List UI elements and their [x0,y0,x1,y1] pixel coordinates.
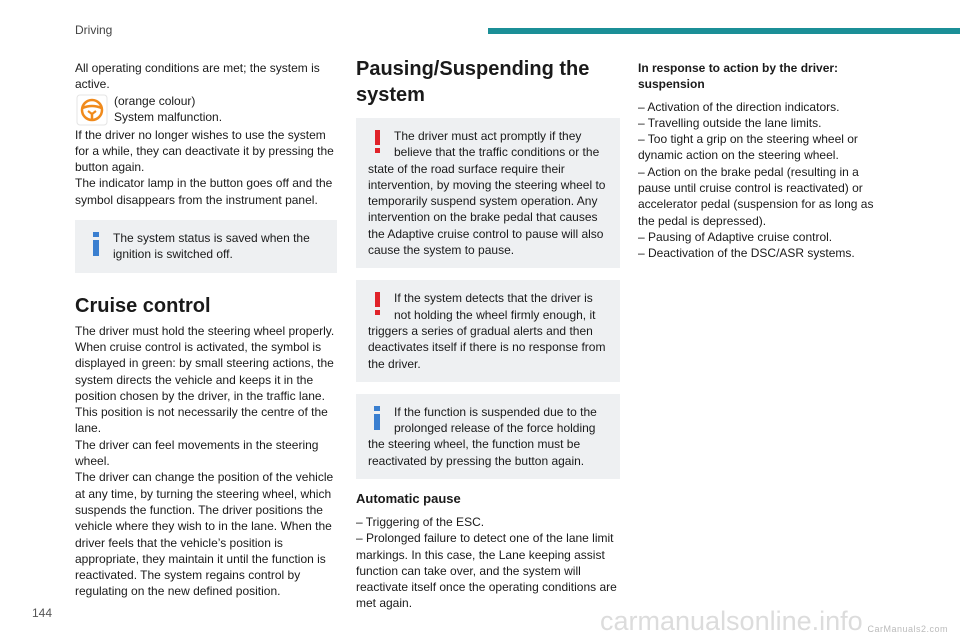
list-item: – Travelling outside the lane limits. [638,115,822,130]
subsection-title-driver-suspension: In response to action by the driver: suspension [638,61,839,92]
cruise-control-body: The driver must hold the steering wheel properly. When cruise control is activated, the symbol is displayed in green: by small steering actions, the system directs the vehicle and keeps it in the position chosen by the driver, in the traffic lane. This position is not necessarily the centre of the lane. The driver can feel movements in the steering wheel. The driver can change the position of the vehicle at any time, by turning the steering wheel, which suspends the function. The driver positions the vehicle where they wish to in the lane. When the driver feels that the vehicle’s position is appropriate, they maintain it until the function is reactivated. The system regains control by regulating on the new defined position. [75,323,335,599]
info-note-2 [356,394,620,479]
indicator-meaning: System malfunction. [114,109,223,124]
list-item: – Too tight a grip on the steering wheel or dynamic action on the steering wheel. [638,132,858,163]
info-note-2-text: If the function is suspended due to the prolonged release of the force holding the steering wheel, the function must be reactivated by pressing the button again. [368,404,597,468]
list-item: – Pausing of Adaptive cruise control. [638,229,833,244]
column-left [75,60,337,600]
intro-text: All operating conditions are met; the system is active. [75,61,320,92]
list-item: – Action on the brake pedal (resulting in a pause until cruise control is reactivated) or accelerator pedal (suspension for as long as the pedal is depressed). [638,164,874,228]
warning-note-2-text: If the system detects that the driver is not holding the wheel firmly enough, it triggers a series of gradual alerts and then deactivates itself if there is no response from the driver. [368,291,606,371]
indicator-colour-label: (orange colour) [114,93,196,108]
list-item: – Prolonged failure to detect one of the lane limit markings. In this case, the Lane keeping assist function can take over, and the system will reactivate itself once the operating conditions are met again. [356,531,617,611]
info-note-text: The system status is saved when the ignition is switched off. [113,231,310,262]
watermark-small: CarManuals2.com [867,624,948,634]
driver-suspension-list [638,99,888,262]
running-header: Driving [75,23,113,37]
indicator-row [75,93,337,127]
warning-icon [368,130,388,154]
warning-icon [368,292,388,316]
warning-note-1-text: The driver must act promptly if they believe that the traffic conditions or the state of the road surface require their intervention, by moving the steering wheel to temporarily suspend system operation. Any intervention on the brake pedal that causes the Adaptive cruise control to pause will also cause the system to pause. [368,129,606,258]
warning-note-2 [356,280,620,381]
subsection-title-automatic-pause: Automatic pause [356,491,461,507]
column-middle [356,56,620,612]
steering-wheel-warning-icon [75,93,109,127]
watermark [867,608,948,639]
info-icon [368,406,388,430]
section-title-cruise-control: Cruise control [75,294,211,317]
automatic-pause-list [356,514,620,612]
section-title-pausing: Pausing/Suspending the system [356,58,590,106]
deactivation-text: If the driver no longer wishes to use the system for a while, they can deactivate it by pressing the button again. The indicator lamp in the button goes off and the symbol disappears from the instrument panel. [75,127,334,207]
list-item: – Deactivation of the DSC/ASR systems. [638,246,855,261]
column-right [638,60,888,262]
header-accent-bar [488,28,960,34]
watermark-large: carmanualsonline.info [600,606,863,636]
list-item: – Triggering of the ESC. [356,514,485,529]
info-icon [87,232,107,256]
page-number: 144 [32,606,53,620]
list-item: – Activation of the direction indicators. [638,99,840,114]
warning-note-1 [356,118,620,268]
info-note [75,220,337,273]
